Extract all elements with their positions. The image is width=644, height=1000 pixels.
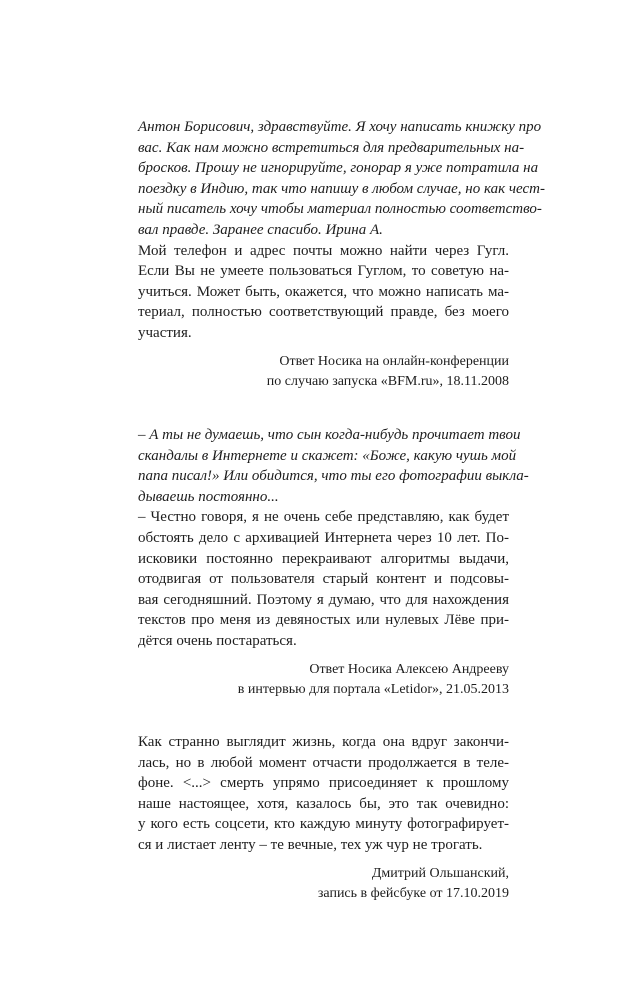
quote-line: отодвигая от пользователя старый контент и подсовы- bbox=[138, 571, 509, 588]
quote-line: у кого есть соцсети, кто каждую минуту фотографирует- bbox=[138, 816, 509, 833]
quote-line: дётся очень постараться. bbox=[138, 632, 297, 649]
quote-line: наше настоящее, хотя, казалось бы, это так очевидно: bbox=[138, 795, 509, 812]
attribution-line: Ответ Носика на онлайн-конференции bbox=[279, 353, 509, 369]
attribution-line: по случаю запуска «BFM.ru», 18.11.2008 bbox=[266, 373, 509, 389]
quote-line: териал, полностью соответствующий правде, без моего bbox=[138, 304, 509, 321]
quote-line: вая сегодняшний. Поэтому я думаю, что для нахождения bbox=[138, 591, 509, 608]
attribution-line: Ответ Носика Алексею Андрееву bbox=[309, 661, 509, 677]
quote-line: поездку в Индию, так что напишу в любом случае, но как чест- bbox=[138, 180, 545, 197]
quote-line: ся и листает ленту – те вечные, тех уж чур не трогать. bbox=[138, 836, 483, 853]
attribution bbox=[138, 864, 509, 904]
quote-line: ный писатель хочу чтобы материал полностью соответство- bbox=[138, 201, 542, 218]
epigraph-2 bbox=[138, 425, 529, 700]
quote-line: папа писал!» Или обидится, что ты его фотографии выкла- bbox=[138, 468, 529, 485]
quote-line: Мой телефон и адрес почты можно найти через Гугл. bbox=[138, 242, 509, 259]
quote-line: исковики постоянно перекраивают алгоритмы выдачи, bbox=[138, 550, 509, 567]
quote-line: – А ты не думаешь, что сын когда-нибудь прочитает твои bbox=[138, 427, 521, 443]
attribution-line: в интервью для портала «Letidor», 21.05.2013 bbox=[237, 681, 509, 697]
quote-line: обстоять дело с архивацией Интернета через 10 лет. По- bbox=[138, 529, 509, 546]
quote-line: дываешь постоянно... bbox=[138, 488, 279, 505]
quote-line: учиться. Может быть, окажется, что можно написать ма- bbox=[138, 283, 509, 300]
quote-line: вас. Как нам можно встретиться для предварительных на- bbox=[138, 139, 525, 156]
quote-line: Как странно выглядит жизнь, когда она вдруг закончи- bbox=[138, 734, 509, 750]
quote-line: вал правде. Заранее спасибо. Ирина А. bbox=[138, 221, 383, 238]
epigraph-1 bbox=[138, 117, 545, 392]
attribution bbox=[138, 660, 509, 700]
quote-line: участия. bbox=[138, 324, 192, 341]
quote-line: Если Вы не умеете пользоваться Гуглом, то советую на- bbox=[138, 263, 509, 280]
quote-line: Антон Борисович, здравствуйте. Я хочу написать книжку про bbox=[138, 119, 542, 135]
quote-line: скандалы в Интернете и скажет: «Боже, какую чушь мой bbox=[138, 447, 517, 464]
quote-line: текстов про меня из девяностых или нулевых Лёве при- bbox=[138, 612, 509, 629]
quote-line: бросков. Прошу не игнорируйте, гонорар я уже потратила на bbox=[138, 160, 539, 177]
quote-line: лась, но в любой момент отчасти продолжается в теле- bbox=[138, 754, 509, 771]
quote-line: – Честно говоря, я не очень себе представляю, как будет bbox=[138, 509, 509, 526]
attribution-line: Дмитрий Ольшанский, bbox=[371, 865, 509, 881]
attribution-line: запись в фейсбуке от 17.10.2019 bbox=[317, 885, 509, 901]
attribution bbox=[138, 352, 509, 392]
epigraph-3 bbox=[138, 732, 509, 904]
quote-line: фоне. <...> смерть упрямо присоединяет к прошлому bbox=[138, 775, 509, 792]
